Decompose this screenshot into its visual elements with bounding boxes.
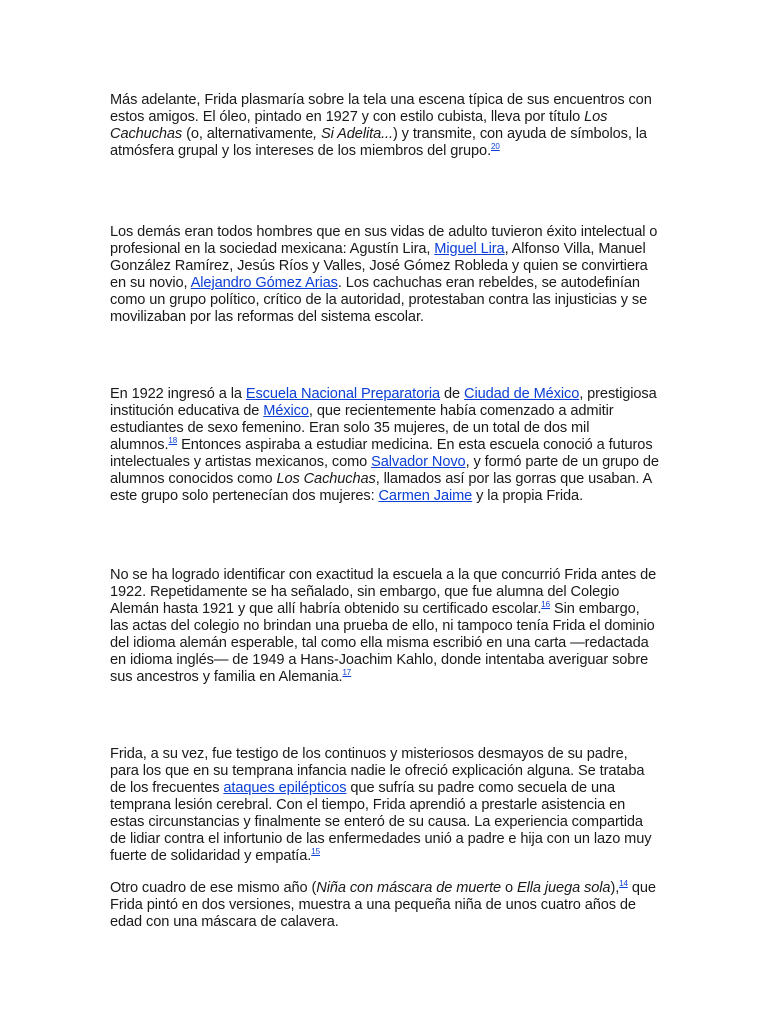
paragraph-group-members — [110, 224, 660, 326]
text: , prestigiosa institución educativa de — [110, 386, 657, 419]
text: . Los cachuchas eran rebeldes, se autodefinían como un grupo político, crítico de la autoridad, protestaban contra las injusticias y se movilizaban por las reformas del sistema escolar. — [110, 275, 648, 325]
link-mexico[interactable]: México — [263, 403, 309, 419]
paragraph-nina-con-mascara — [110, 880, 660, 931]
text: ) y transmite, con ayuda de símbolos, la atmósfera grupal y los intereses de los miembros del grupo. — [110, 126, 647, 159]
text: Los demás eran todos hombres que en sus vidas de adulto tuvieron éxito intelectual o profesional en la sociedad mexicana: Agustín Lira, — [110, 224, 658, 257]
italic-title: Ella juega sola — [517, 880, 611, 896]
text: que sufría su padre como secuela de una temprana lesión cerebral. Con el tiempo, Frida aprendió a prestarle asistencia en estas circunstancias y finalmente se enteró de su causa. La experiencia compartida de lidiar contra el infortunio de las enfermedades unió a padre e hija con un lazo muy fuerte de solidaridad y empatía. — [110, 780, 652, 864]
link-ciudad-de-mexico[interactable]: Ciudad de México — [464, 386, 580, 402]
link-salvador-novo[interactable]: Salvador Novo — [371, 454, 466, 470]
link-miguel-lira[interactable]: Miguel Lira — [434, 241, 505, 257]
text: Otro cuadro de ese mismo año ( — [110, 880, 317, 896]
text: y la propia Frida. — [472, 488, 584, 504]
link-escuela-nacional-preparatoria[interactable]: Escuela Nacional Preparatoria — [245, 386, 441, 402]
reference-link-17[interactable]: 17 — [342, 668, 352, 678]
italic-title: Los Cachuchas — [276, 471, 376, 487]
link-ataques-epilepticos[interactable]: ataques epilépticos — [223, 780, 347, 796]
italic-title: , Si Adelita... — [313, 126, 393, 142]
text: , Alfonso Villa, Manuel González Ramírez, Jesús Ríos y Valles, José Gómez Robleda y quien se convirtiera en su novio, — [110, 241, 648, 291]
text: que Frida pintó en dos versiones, muestra a una pequeña niña de unos cuatro años de edad con una máscara de calavera. — [110, 880, 656, 930]
text: , y formó parte de un grupo de alumnos conocidos como — [110, 454, 659, 487]
paragraph-colegio-aleman — [110, 567, 660, 686]
reference-link-20[interactable]: 20 — [491, 142, 500, 152]
text: Frida, a su vez, fue testigo de los continuos y misteriosos desmayos de su padre, para los que en su temprana infancia nadie le ofreció explicación alguna. Se trataba de los frecuentes — [110, 746, 645, 796]
text: , llamados así por las gorras que usaban. A este grupo solo pertenecían dos mujeres: — [110, 471, 652, 504]
text: Entonces aspiraba a estudiar medicina. En esta escuela conoció a futuros intelectuales y artistas mexicanos, como — [110, 437, 653, 470]
text: No se ha logrado identificar con exactitud la escuela a la que concurrió Frida antes de 1922. Repetidamente se ha señalado, sin embargo, que fue alumna del Colegio Alemán hasta 1921 y que allí habría obtenido su certificado escolar. — [110, 567, 657, 617]
reference-link-18[interactable]: 18 — [168, 436, 178, 446]
text: (o, alternativamente — [182, 126, 314, 142]
reference-link-16[interactable]: 16 — [541, 600, 550, 610]
paragraph-preparatoria — [110, 386, 660, 505]
link-carmen-jaime[interactable]: Carmen Jaime — [378, 488, 473, 504]
text: Sin embargo, las actas del colegio no brindan una prueba de ello, ni tampoco tenía Frida el dominio del idioma alemán esperable, tal como ella misma escribió en una carta —redactada en idioma inglés— de 1949 a Hans-Joachim Kahlo, donde intentaba averiguar sobre sus ancestros y familia en Alemania. — [110, 601, 655, 685]
text: Más adelante, Frida plasmaría sobre la tela una escena típica de sus encuentros con estos amigos. El óleo, pintado en 1927 y con estilo cubista, lleva por título — [110, 92, 652, 125]
paragraph-father-epilepsy — [110, 746, 660, 865]
italic-title: Los Cachuchas — [110, 109, 608, 142]
italic-title: Niña con máscara de muerte — [316, 880, 502, 896]
reference-link-15[interactable]: 15 — [311, 847, 320, 857]
text: , que recientemente había comenzado a admitir estudiantes de sexo femenino. Eran solo 35 mujeres, de un total de dos mil alumnos. — [110, 403, 614, 453]
text: ), — [610, 880, 620, 896]
text: de — [440, 386, 465, 402]
text: En 1922 ingresó a la — [110, 386, 246, 402]
link-alejandro-gomez-arias[interactable]: Alejandro Gómez Arias — [190, 275, 338, 291]
paragraph-los-cachuchas-painting — [110, 92, 660, 160]
reference-link-14[interactable]: 14 — [619, 879, 628, 889]
text: o — [501, 880, 517, 896]
